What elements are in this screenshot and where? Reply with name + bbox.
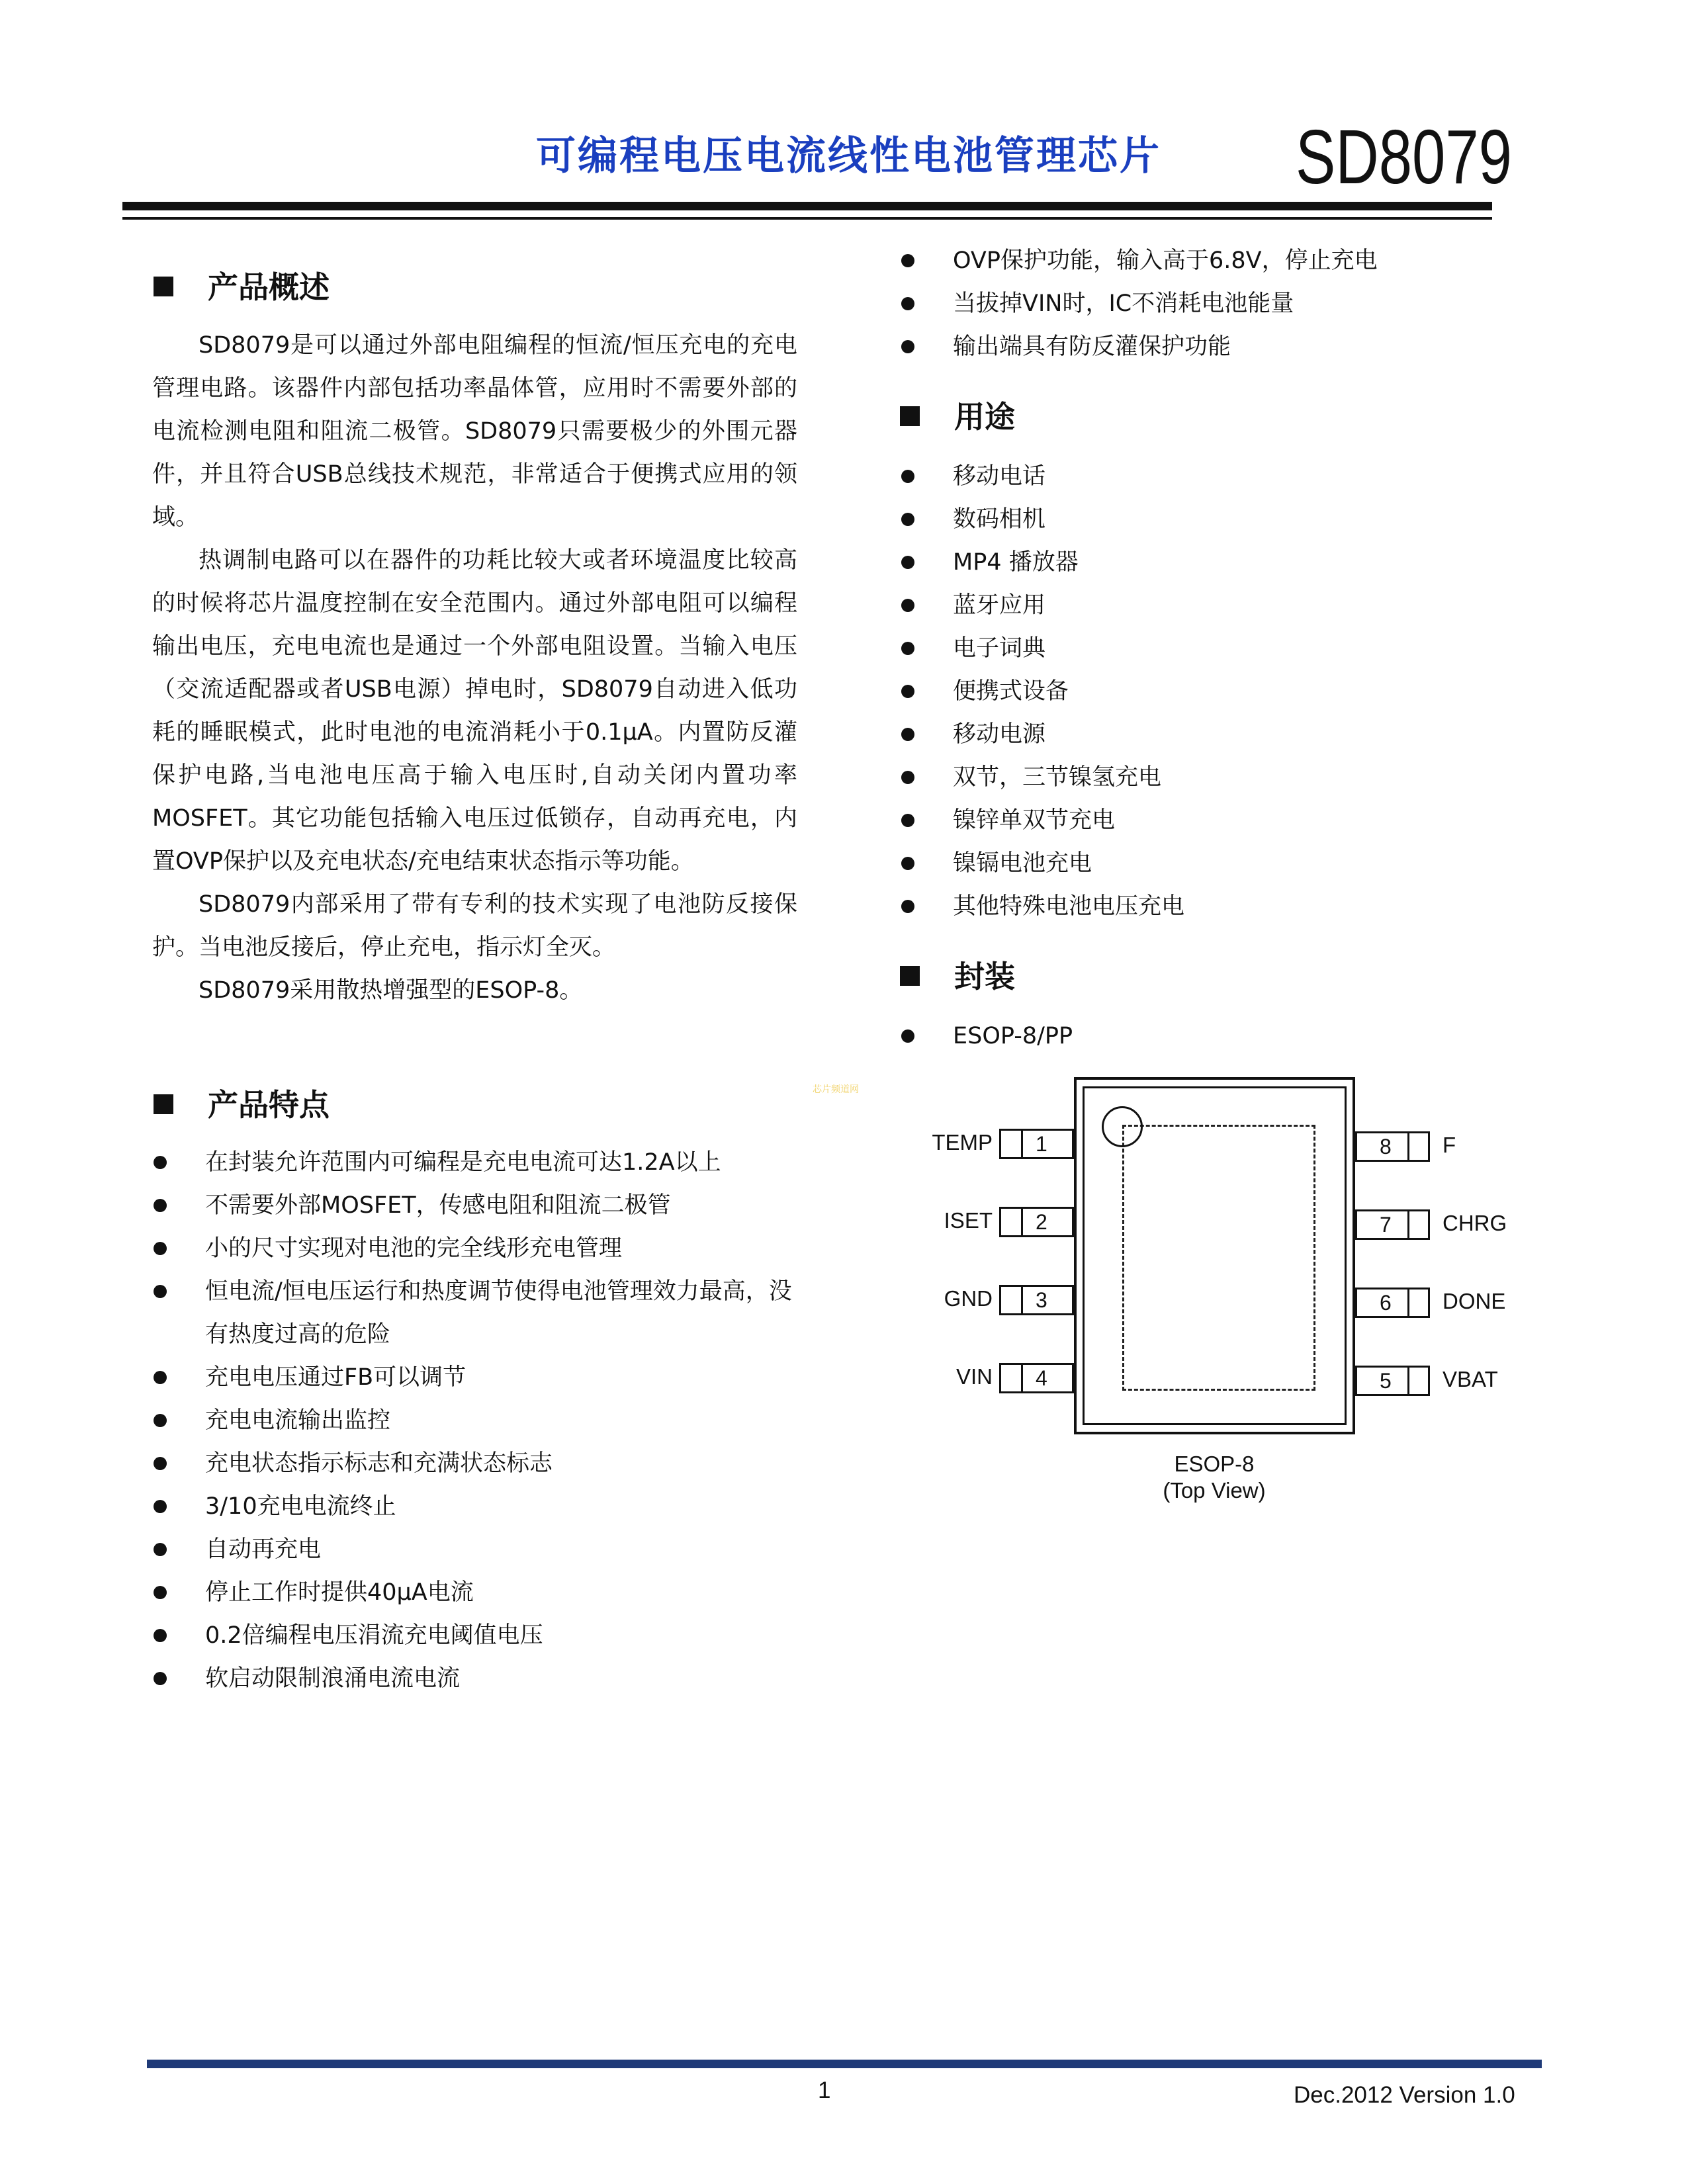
page-number: 1 [818,2077,831,2103]
list-item: 软启动限制浪涌电流电流 [150,1657,798,1700]
list-item: 镍锌单双节充电 [897,799,1493,842]
pin-number: 7 [1380,1213,1392,1237]
pin-number: 6 [1380,1291,1392,1315]
caption-line: (Top View) [1163,1478,1266,1503]
features-heading-text: 产品特点 [208,1087,330,1123]
overview-paragraph: SD8079采用散热增强型的ESOP-8。 [199,977,583,1004]
document-title: 可编程电压电流线性电池管理芯片 [536,133,1161,179]
pin1-marker-icon [1102,1106,1143,1147]
overview-heading-text: 产品概述 [208,269,330,305]
pin-box [999,1129,1074,1159]
list-item: MP4 播放器 [897,541,1493,584]
package-list [897,1015,1493,1058]
pin-name-right: DONE [1443,1289,1506,1313]
list-item: 充电电流输出监控 [150,1399,798,1442]
list-item: 不需要外部MOSFET，传感电阻和阻流二极管 [150,1184,798,1227]
part-number: SD8079 [1296,114,1512,200]
list-item: 移动电话 [897,455,1493,498]
square-bullet-icon [900,966,920,986]
overview-paragraph: 热调制电路可以在器件的功耗比较大或者环境温度比较高的时候将芯片温度控制在安全范围内。通过外部电阻可以编程输出电压，充电电流也是通过一个外部电阻设置。当输入电压（交流适配器或者USB电源）掉电时，SD8079自动进入低功耗的睡眠模式，此时电池的电流消耗小于0.1μA。内置防反灌保护电路,当电池电压高于输入电压时,自动关闭内置功率MOSFET。其它功能包括输入电压过低锁存，自动再充电，内置OVP保护以及充电状态/充电结束状态指示等功能。 [152,547,797,875]
package-heading [900,953,1015,996]
list-item: 便携式设备 [897,670,1493,713]
exposed-pad-outline [1122,1125,1315,1391]
pin-name-left: ISET [944,1208,993,1233]
pin-box [999,1363,1074,1393]
list-item: 小的尺寸实现对电池的完全线形充电管理 [150,1227,798,1270]
list-item: 0.2倍编程电压涓流充电阈值电压 [150,1614,798,1657]
list-item: 自动再充电 [150,1528,798,1571]
list-item: 蓝牙应用 [897,584,1493,627]
pin-name-right: F [1443,1133,1456,1157]
list-item: 输出端具有防反灌保护功能 [897,326,1493,369]
list-item: 在封装允许范围内可编程是充电电流可达1.2A以上 [150,1141,798,1184]
overview-heading [154,263,330,307]
applications-heading-text: 用途 [954,399,1015,435]
pin-name-right: CHRG [1443,1211,1507,1235]
header-rule-thick [122,202,1492,210]
square-bullet-icon [154,277,173,296]
features-list [150,1141,798,1700]
square-bullet-icon [154,1094,173,1114]
list-item: 移动电源 [897,713,1493,756]
list-item: 3/10充电电流终止 [150,1485,798,1528]
watermark: 芯片频道网 [813,1084,859,1095]
pin-box [999,1285,1074,1315]
pin-box [1355,1209,1430,1240]
pin-box [1355,1288,1430,1318]
applications-list [897,455,1493,928]
list-item: ESOP-8/PP [897,1015,1493,1058]
list-item: 电子词典 [897,627,1493,670]
list-item: 双节，三节镍氢充电 [897,756,1493,799]
pin-name-left: GND [944,1286,993,1311]
overview-paragraph: SD8079是可以通过外部电阻编程的恒流/恒压充电的充电管理电路。该器件内部包括功率晶体管，应用时不需要外部的电流检测电阻和阻流二极管。SD8079只需要极少的外围元器件，并且符合USB总线技术规范，非常适合于便携式应用的领域。 [152,332,797,531]
pin-number: 1 [1036,1132,1047,1156]
list-item: 充电电压通过FB可以调节 [150,1356,798,1399]
header-rule-thin [122,217,1492,220]
pin-name-left: VIN [955,1364,993,1389]
applications-heading [900,393,1015,437]
caption-line: ESOP-8 [1174,1452,1255,1476]
pin-box [1355,1131,1430,1162]
overview-body [152,324,797,1012]
footer-rule [147,2060,1542,2068]
pin-number: 5 [1380,1369,1392,1393]
pin-number: 8 [1380,1135,1392,1158]
list-item: 停止工作时提供40μA电流 [150,1571,798,1614]
footer-date-version: Dec.2012 Version 1.0 [1294,2082,1515,2108]
pin-number: 4 [1036,1366,1047,1390]
diagram-caption [1115,1451,1313,1504]
pin-number: 3 [1036,1288,1047,1312]
pin-box [999,1207,1074,1237]
square-bullet-icon [900,406,920,426]
features-continued-list [897,240,1493,369]
pin-name-right: VBAT [1443,1367,1498,1391]
list-item: 恒电流/恒电压运行和热度调节使得电池管理效力最高，没有热度过高的危险 [150,1270,798,1356]
list-item: OVP保护功能，输入高于6.8V，停止充电 [897,240,1493,283]
list-item: 充电状态指示标志和充满状态标志 [150,1442,798,1485]
pin-box [1355,1366,1430,1396]
pin-name-left: TEMP [932,1130,993,1155]
features-heading [154,1081,330,1125]
list-item: 其他特殊电池电压充电 [897,885,1493,928]
list-item: 数码相机 [897,498,1493,541]
package-heading-text: 封装 [954,959,1015,994]
list-item: 当拔掉VIN时，IC不消耗电池能量 [897,283,1493,326]
pin-number: 2 [1036,1210,1047,1234]
list-item: 镍镉电池充电 [897,842,1493,885]
overview-paragraph: SD8079内部采用了带有专利的技术实现了电池防反接保护。当电池反接后，停止充电，指示灯全灭。 [152,891,797,961]
